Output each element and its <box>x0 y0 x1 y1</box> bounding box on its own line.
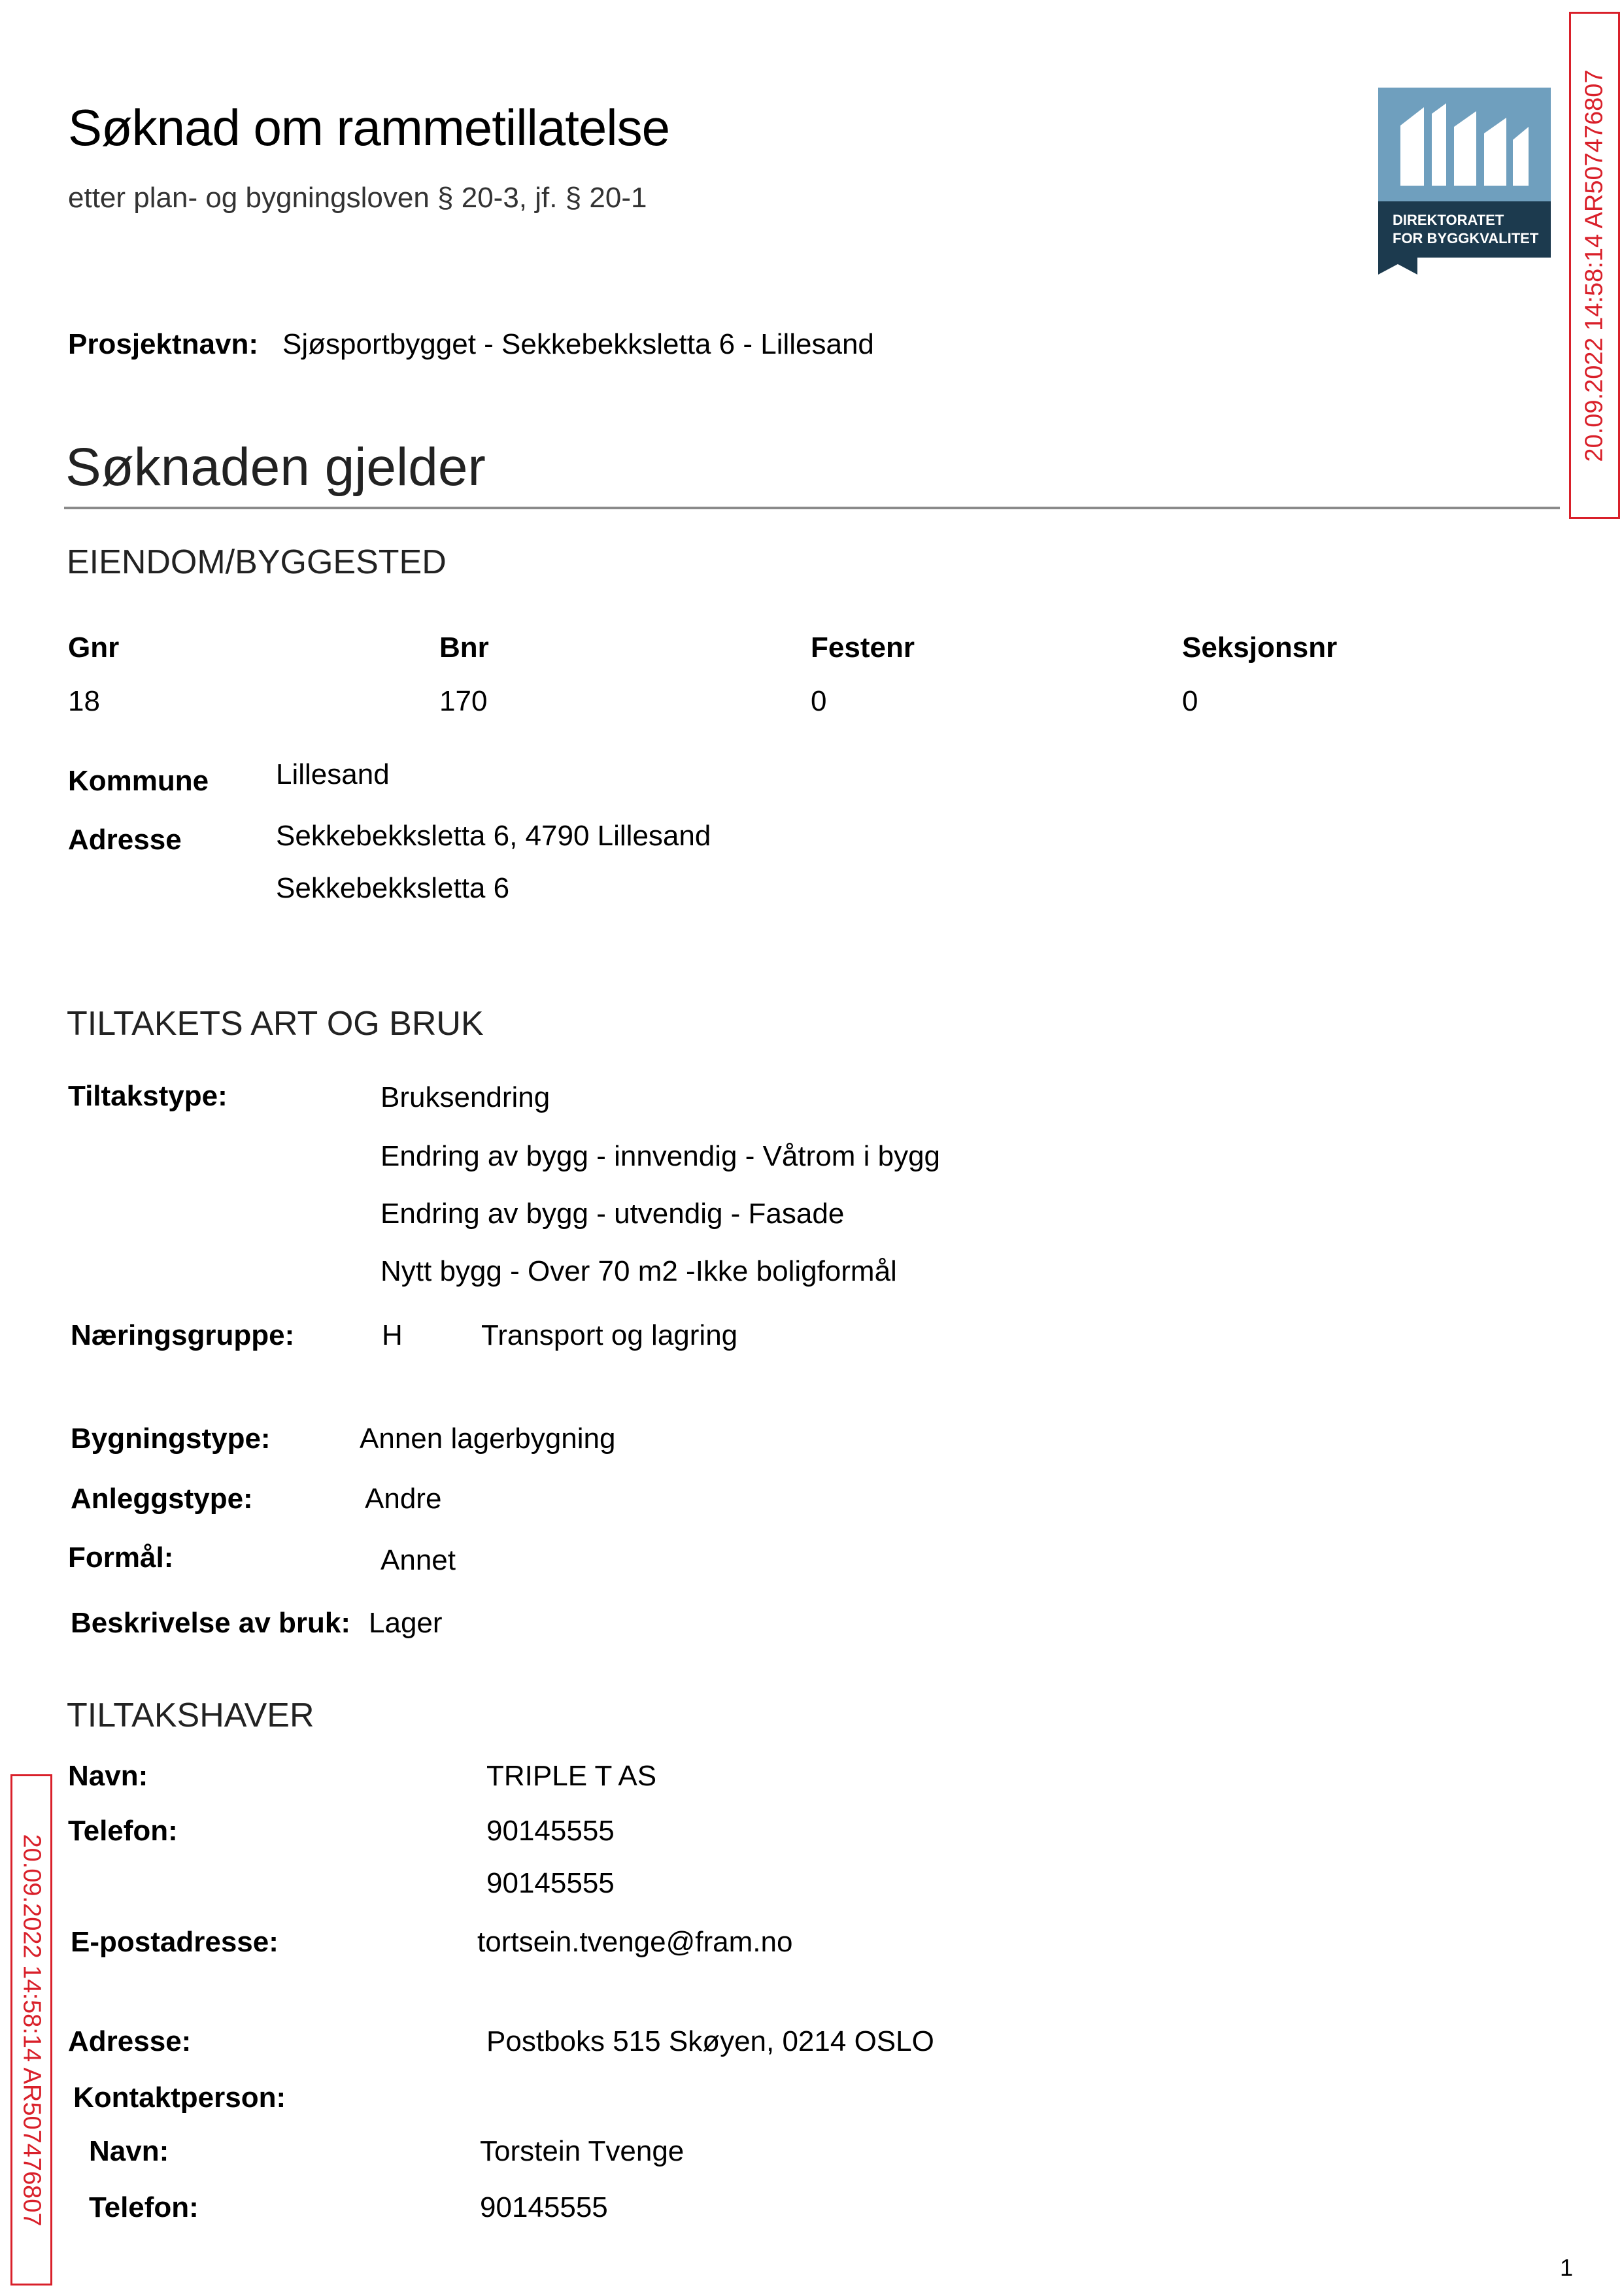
measure-type-item: Bruksendring <box>381 1081 550 1113</box>
building-type-value: Annen lagerbygning <box>360 1423 616 1455</box>
festenr-value: 0 <box>811 685 827 717</box>
industry-value: Transport og lagring <box>481 1319 738 1351</box>
measure-heading: TILTAKETS ART OG BRUK <box>67 1005 484 1043</box>
section-divider <box>64 507 1560 509</box>
facility-type-value: Andre <box>365 1483 442 1515</box>
usage-label: Beskrivelse av bruk: <box>71 1607 351 1639</box>
contact-person-label: Kontaktperson: <box>73 2082 286 2114</box>
usage-value: Lager <box>369 1607 443 1639</box>
gnr-value: 18 <box>68 685 100 717</box>
measure-type-item: Endring av bygg - innvendig - Våtrom i bygg <box>381 1140 941 1172</box>
purpose-label: Formål: <box>68 1542 174 1574</box>
receipt-stamp-bottom <box>10 1774 52 2286</box>
municipality-label: Kommune <box>68 765 209 797</box>
applicant-address-value: Postboks 515 Skøyen, 0214 OSLO <box>486 2025 934 2057</box>
address-line2: Sekkebekksletta 6 <box>276 872 510 904</box>
dibk-logo <box>1378 88 1551 275</box>
facility-type-label: Anleggstype: <box>71 1483 253 1515</box>
address-line1: Sekkebekksletta 6, 4790 Lillesand <box>276 820 711 852</box>
applicant-name-value: TRIPLE T AS <box>486 1760 657 1792</box>
receipt-stamp-top <box>1569 12 1620 519</box>
measure-type-label: Tiltakstype: <box>68 1080 228 1112</box>
document-subtitle: etter plan- og bygningsloven § 20-3, jf. § 20-1 <box>68 182 647 214</box>
building-logo-icon <box>1378 88 1551 275</box>
measure-type-item: Nytt bygg - Over 70 m2 -Ikke boligformål <box>381 1255 897 1287</box>
contact-phone-label: Telefon: <box>89 2191 199 2223</box>
festenr-label: Festenr <box>811 632 915 664</box>
industry-code: H <box>382 1319 403 1351</box>
applicant-phone-value-2: 90145555 <box>486 1867 615 1899</box>
industry-label: Næringsgruppe: <box>71 1319 295 1351</box>
receipt-stamp-text: 20.09.2022 14:58:14 AR507476807 <box>18 1833 46 2227</box>
measure-type-item: Endring av bygg - utvendig - Fasade <box>381 1198 845 1230</box>
receipt-stamp-text: 20.09.2022 14:58:14 AR507476807 <box>1580 69 1608 462</box>
logo-text-line2: FOR BYGGKVALITET <box>1393 230 1539 246</box>
property-heading: EIENDOM/BYGGESTED <box>67 543 447 581</box>
municipality-value: Lillesand <box>276 758 390 790</box>
purpose-value: Annet <box>381 1544 456 1576</box>
applicant-phone-label: Telefon: <box>68 1815 178 1847</box>
applicant-address-label: Adresse: <box>68 2025 192 2057</box>
project-name-value: Sjøsportbygget - Sekkebekksletta 6 - Lillesand <box>282 328 874 360</box>
applicant-phone-value: 90145555 <box>486 1815 615 1847</box>
gnr-label: Gnr <box>68 632 120 664</box>
applicant-email-label: E-postadresse: <box>71 1926 279 1958</box>
seksjonsnr-value: 0 <box>1182 685 1198 717</box>
bnr-value: 170 <box>439 685 488 717</box>
applicant-name-label: Navn: <box>68 1760 148 1792</box>
contact-name-label: Navn: <box>89 2135 169 2167</box>
contact-phone-value: 90145555 <box>480 2191 608 2223</box>
applicant-heading: TILTAKSHAVER <box>67 1696 314 1734</box>
logo-text-line1: DIREKTORATET <box>1393 212 1504 228</box>
bnr-label: Bnr <box>439 632 489 664</box>
address-label: Adresse <box>68 824 182 856</box>
seksjonsnr-label: Seksjonsnr <box>1182 632 1338 664</box>
building-type-label: Bygningstype: <box>71 1423 271 1455</box>
applicant-email-value: tortsein.tvenge@fram.no <box>477 1926 793 1958</box>
page-number: 1 <box>1560 2254 1574 2281</box>
project-name-label: Prosjektnavn: <box>68 328 258 360</box>
contact-name-value: Torstein Tvenge <box>480 2135 685 2167</box>
document-title: Søknad om rammetillatelse <box>68 99 669 156</box>
section-title: Søknaden gjelder <box>65 437 486 497</box>
